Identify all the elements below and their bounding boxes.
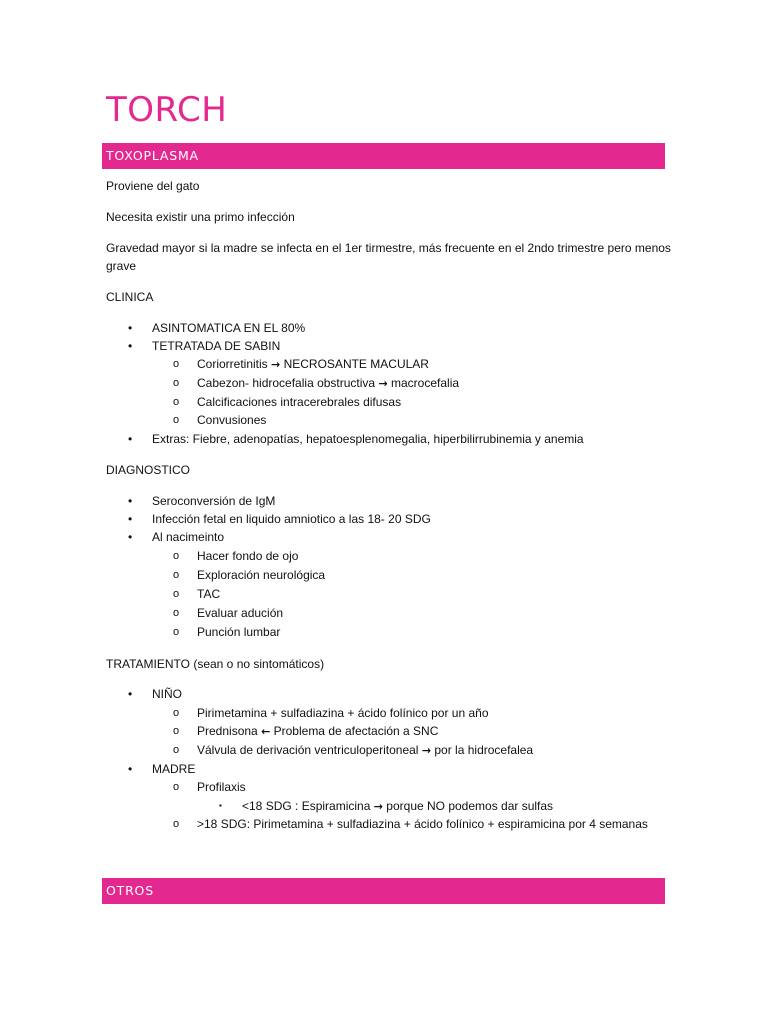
list-item: Exploración neurológica xyxy=(197,568,326,582)
circle-marker: o xyxy=(173,607,180,619)
list-item: Hacer fondo de ojo xyxy=(197,549,299,563)
bullet-marker: • xyxy=(128,339,133,353)
list-item: TETRATADA DE SABIN xyxy=(152,339,281,353)
list-item-text: Prednisona xyxy=(197,724,258,738)
arrow-right-icon: → xyxy=(271,358,281,371)
heading-tratamiento: TRATAMIENTO (sean o no sintomáticos) xyxy=(106,657,325,671)
list-item: TAC xyxy=(197,587,221,601)
arrow-left-icon: ← xyxy=(261,725,271,738)
list-item: Extras: Fiebre, adenopatías, hepatoesplenomegalia, hiperbilirrubinemia y anemia xyxy=(152,432,584,446)
heading-clinica: CLINICA xyxy=(106,290,154,304)
list-item: Calcificaciones intracerebrales difusas xyxy=(197,395,402,409)
list-item: MADRE xyxy=(152,762,196,776)
bullet-marker: • xyxy=(128,530,133,544)
circle-marker: o xyxy=(173,781,180,793)
paragraph-origin: Proviene del gato xyxy=(106,179,200,193)
bullet-marker: • xyxy=(128,512,133,526)
arrow-right-icon: → xyxy=(378,377,388,390)
list-item xyxy=(197,355,429,374)
list-item: Punción lumbar xyxy=(197,625,281,639)
list-item: Convusiones xyxy=(197,413,267,427)
circle-marker: o xyxy=(173,725,180,737)
list-item: Infección fetal en liquido amniotico a las 18- 20 SDG xyxy=(152,512,431,526)
circle-marker: o xyxy=(173,414,180,426)
list-item: Evaluar adución xyxy=(197,606,284,620)
heading-diagnostico: DIAGNOSTICO xyxy=(106,463,191,477)
circle-marker: o xyxy=(173,626,180,638)
list-item-text: porque NO podemos dar sulfas xyxy=(386,799,554,813)
bullet-marker: • xyxy=(128,321,133,335)
circle-marker: o xyxy=(173,744,180,756)
square-marker: ▪ xyxy=(219,801,222,810)
bullet-marker: • xyxy=(128,762,133,776)
section-header-otros: OTROS xyxy=(102,878,665,904)
list-item: ASINTOMATICA EN EL 80% xyxy=(152,321,306,335)
circle-marker: o xyxy=(173,358,180,370)
list-item-text: Problema de afectación a SNC xyxy=(273,724,439,738)
list-item: NIÑO xyxy=(152,687,182,701)
circle-marker: o xyxy=(173,818,180,830)
list-item-text: <18 SDG : Espiramicina xyxy=(242,799,371,813)
list-item: >18 SDG: Pirimetamina + sulfadiazina + ácido folínico + espiramicina por 4 semanas xyxy=(197,817,648,831)
arrow-right-icon: → xyxy=(421,744,432,757)
circle-marker: o xyxy=(173,377,180,389)
circle-marker: o xyxy=(173,588,180,600)
list-item xyxy=(197,741,533,760)
paragraph-primo-infection: Necesita existir una primo infección xyxy=(106,210,295,224)
bullet-marker: • xyxy=(128,432,133,446)
circle-marker: o xyxy=(173,396,180,408)
list-item-text: NECROSANTE MACULAR xyxy=(283,357,429,371)
list-item: Seroconversión de IgM xyxy=(152,494,276,508)
list-item xyxy=(197,374,459,393)
list-item-text: macrocefalia xyxy=(391,376,460,390)
circle-marker: o xyxy=(173,569,180,581)
page-title: TORCH xyxy=(106,90,228,130)
bullet-marker: • xyxy=(128,494,133,508)
arrow-right-icon: → xyxy=(373,800,383,813)
paragraph-severity-line2: grave xyxy=(106,259,137,273)
circle-marker: o xyxy=(173,707,180,719)
list-item-text: Cabezon- hidrocefalia obstructiva xyxy=(197,376,376,390)
section-header-toxoplasma: TOXOPLASMA xyxy=(102,143,665,169)
list-item: Profilaxis xyxy=(197,780,246,794)
list-item xyxy=(197,722,438,741)
list-item xyxy=(242,797,553,816)
bullet-marker: • xyxy=(128,687,133,701)
list-item: Pirimetamina + sulfadiazina + ácido folínico por un año xyxy=(197,706,489,720)
paragraph-severity-line1: Gravedad mayor si la madre se infecta en el 1er tirmestre, más frecuente en el 2ndo trimestre pero menos xyxy=(106,241,671,255)
circle-marker: o xyxy=(173,550,180,562)
list-item-text: por la hidrocefalea xyxy=(434,743,534,757)
list-item: Al nacimeinto xyxy=(152,530,225,544)
list-item-text: Válvula de derivación ventriculoperitoneal xyxy=(197,743,419,757)
list-item-text: Coriorretinitis xyxy=(197,357,268,371)
